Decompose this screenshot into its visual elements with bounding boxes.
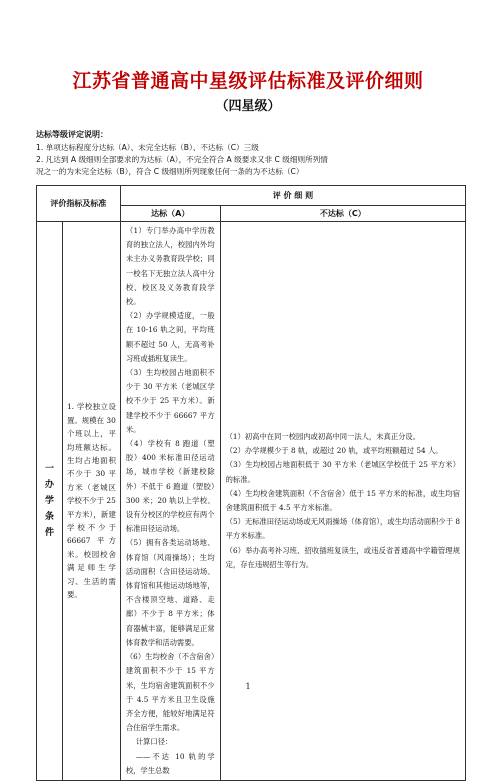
document-subtitle: （四星级）	[215, 99, 281, 114]
standard-line: 况之一的为未完全达标（B），符合 C 级细则所列现象任何一条的为不达标（C）	[36, 167, 304, 176]
pass-item: （3）生均校园占地面积不少于 30 平方米（老城区学校不少于 25 平方米）。新建学校不少于 66667 平方米。	[125, 368, 215, 434]
evaluation-table	[36, 185, 466, 775]
pass-item: （1）专门举办高中学历教育的独立法人，校园内外均未主办义务教育段学校；同一校名下无独立法人高中分校、校区及义务教育段学校。	[125, 226, 215, 307]
fail-criteria-cell	[220, 222, 465, 781]
category-char: 条	[44, 511, 54, 522]
header-indicator: 评价指标及标准	[37, 186, 121, 222]
standard-line: 2. 凡达到 A 级细则全部要求的为达标（A），不完全符合 A 级要求又非 C 级细则所列情	[36, 155, 328, 164]
indicator-cell: 1. 学校独立设置。规模在 30 个班以上，平均班额达标。生均占地面积不少于 30 平方米（老城区学校不少于 25 平方米），新建学校不少于 66667 平方米。校园校舍满足师生学习、生活的需要。	[62, 222, 120, 781]
pass-item: （5）拥有各类运动场地、体育馆（风雨操场）；生均活动面积（含田径运动场、体育馆和其他运动场地等，不含楼顶空地、道路、走廊）不少于 8 平方米；体育器械丰富，能够满足正常体育教学和活动需要。	[125, 538, 215, 647]
fail-item: （4）生均校舍建筑面积（不含宿舍）低于 15 平方米的标准，或生均宿舍建筑面积低于 4.5 平方米标准。	[225, 488, 460, 512]
pass-criteria-cell	[120, 222, 220, 781]
category-char: 一	[44, 463, 54, 474]
header-fail: 不达标（C）	[220, 206, 465, 222]
pass-item: （4）学校有 8 跑道（塑胶）400 米标准田径运动场，城市学校（新建校除外）不低于 6 跑道（塑胶）300 米；20 轨以上学校、设有分校区的学校应有两个标准田径运动场。	[125, 439, 215, 534]
category-char: 学	[44, 495, 54, 506]
fail-item: （6）举办高考补习班、招收插班复读生，或违反省普通高中学籍管理规定，存在违规招生等行为。	[225, 545, 460, 569]
fail-item: （2）办学规模少于 8 轨，或超过 20 轨，或平均班额超过 54 人。	[225, 446, 443, 456]
standard-line: 1. 单项达标程度分达标（A）、未完全达标（B）、不达标（C）三级	[36, 143, 259, 152]
document-title: 江苏省普通高中星级评估标准及评价细则	[72, 70, 424, 92]
fail-item: （5）无标准田径运动场或无风雨操场（体育馆），或生均活动面积少于 8 平方米标准。	[225, 517, 460, 541]
pass-item: 计算口径：	[135, 737, 173, 747]
page-number: 1	[245, 682, 251, 691]
pass-item: ——不达 10 轨的学校，学生总数	[125, 751, 215, 775]
category-cell	[37, 222, 63, 781]
pass-item: （2）办学规模适度，一般在 10-16 轨之间，平均班额不超过 50 人，无高考补习班或插班复读生。	[125, 311, 215, 363]
fail-item: （1）初高中在同一校园内或初高中同一法人，未真正分设。	[225, 431, 420, 441]
standard-heading: 达标等级评定说明：	[36, 130, 108, 139]
category-char: 件	[44, 527, 54, 538]
fail-item: （3）生均校园占地面积低于 30 平方米（老城区学校低于 25 平方米）的标准。	[225, 460, 460, 484]
pass-item: （6）生均校舍（不含宿舍）建筑面积不少于 15 平方米，生均宿舍建筑面积不少于 4.5 平方米且卫生设施齐全方便，能较好地满足符合住宿学生需求。	[125, 652, 215, 733]
header-pass: 达标（A）	[120, 206, 220, 222]
header-detail: 评 价 细 则	[120, 186, 465, 206]
category-char: 办	[44, 479, 54, 490]
